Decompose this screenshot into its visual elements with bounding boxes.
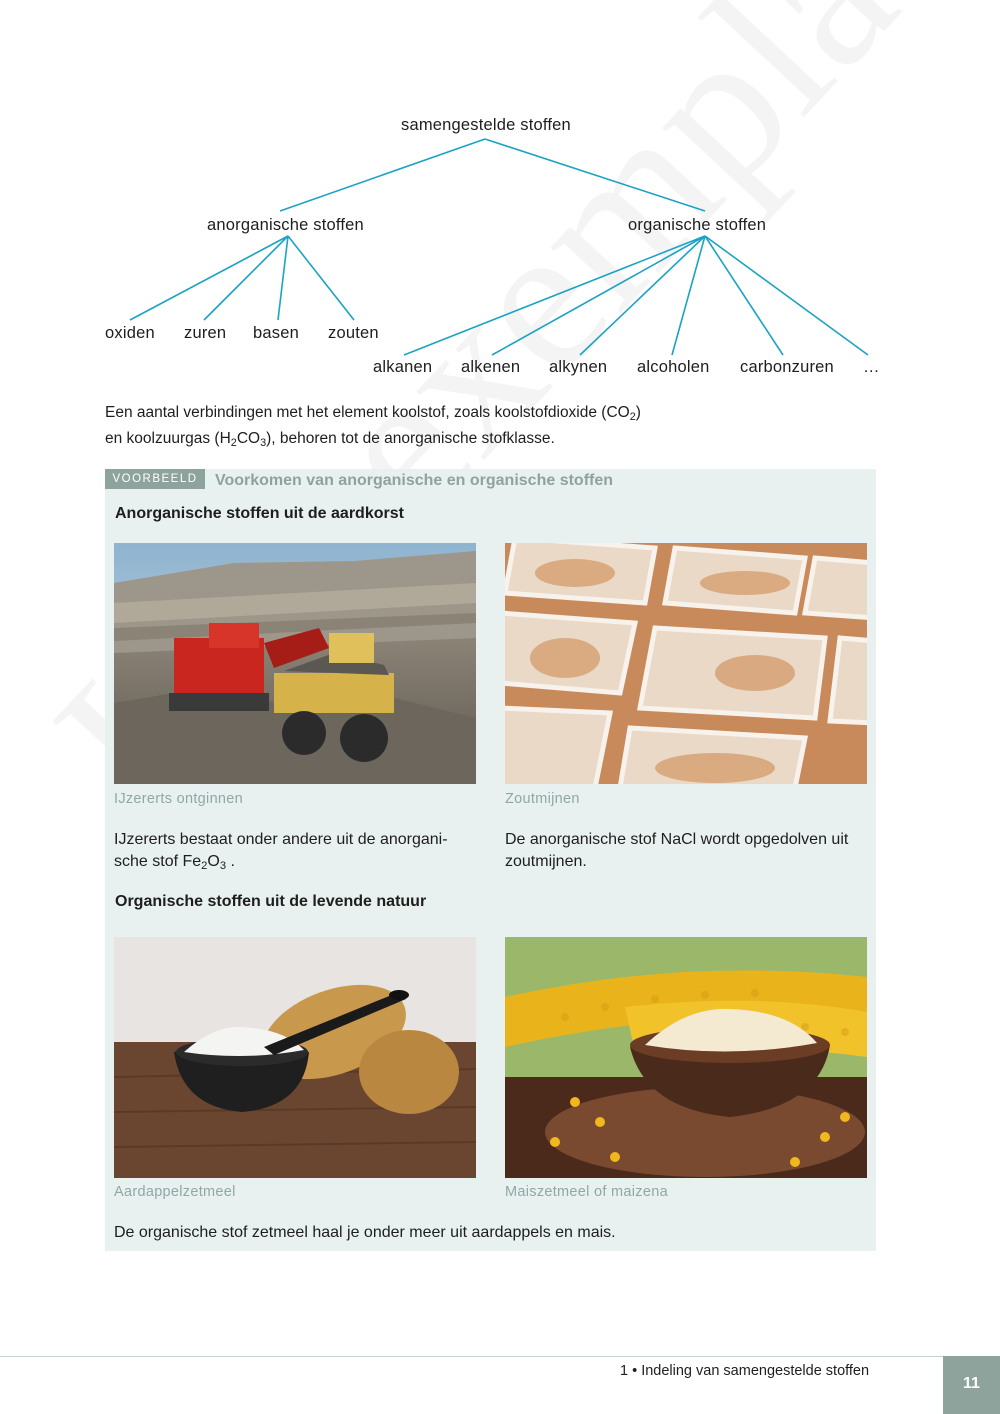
intro-paragraph: Een aantal verbindingen met het element koolstof, zoals koolstofdioxide $(CO_2)$ en koolzuurgas $(H_2CO_3)$, behoren tot de anorganische stofklasse. xyxy=(105,404,641,449)
tree-leaf-alkynen: alkynen xyxy=(549,358,608,376)
tree-leaf-carbonzuren: carbonzuren xyxy=(740,358,834,376)
caption-corn-starch: Maiszetmeel of maizena xyxy=(505,1184,668,1200)
photo-potato-starch xyxy=(114,937,476,1178)
text-salt-mines: De anorganische stof NaCl wordt opgedolven uit zoutmijnen. xyxy=(505,831,849,870)
tree-leaf-alkenen: alkenen xyxy=(461,358,521,376)
tree-inorganic-label: anorganische stoffen xyxy=(207,216,364,234)
tree-root-label: samengestelde stoffen xyxy=(401,116,571,134)
page-number: 11 xyxy=(943,1356,1000,1414)
example-badge: VOORBEELD xyxy=(105,469,205,489)
tree-organic-label: organische stoffen xyxy=(628,216,767,234)
caption-iron-ore: IJzererts ontginnen xyxy=(114,791,244,807)
example-title: Voorkomen van anorganische en organische stoffen xyxy=(215,472,614,489)
tree-leaf-zuren: zuren xyxy=(184,324,227,342)
photo-corn-starch xyxy=(505,937,867,1178)
footer-chapter-title: 1 • Indeling van samengestelde stoffen xyxy=(620,1363,870,1379)
caption-salt-mines: Zoutmijnen xyxy=(505,791,580,807)
caption-potato-starch: Aardappelzetmeel xyxy=(114,1184,236,1200)
photo-salt-mines xyxy=(505,543,867,784)
photo-iron-ore-mining xyxy=(114,543,476,784)
tree-leaf-ellipsis: … xyxy=(863,358,880,376)
section-inorganic-heading: Anorganische stoffen uit de aardkorst xyxy=(115,505,404,522)
tree-leaf-alkanen: alkanen xyxy=(373,358,433,376)
tree-leaf-oxiden: oxiden xyxy=(105,324,155,342)
section-organic-heading: Organische stoffen uit de levende natuur xyxy=(115,893,427,910)
tree-leaf-alcoholen: alcoholen xyxy=(637,358,710,376)
tree-leaf-zouten: zouten xyxy=(328,324,379,342)
tree-leaf-basen: basen xyxy=(253,324,299,342)
text-iron-ore: IJzererts bestaat onder andere uit de anorgani- sche stof $Fe_2O_3$ . xyxy=(114,831,448,872)
text-starch: De organische stof zetmeel haal je onder meer uit aardappels en mais. xyxy=(114,1224,616,1241)
footer-divider xyxy=(0,1356,943,1357)
